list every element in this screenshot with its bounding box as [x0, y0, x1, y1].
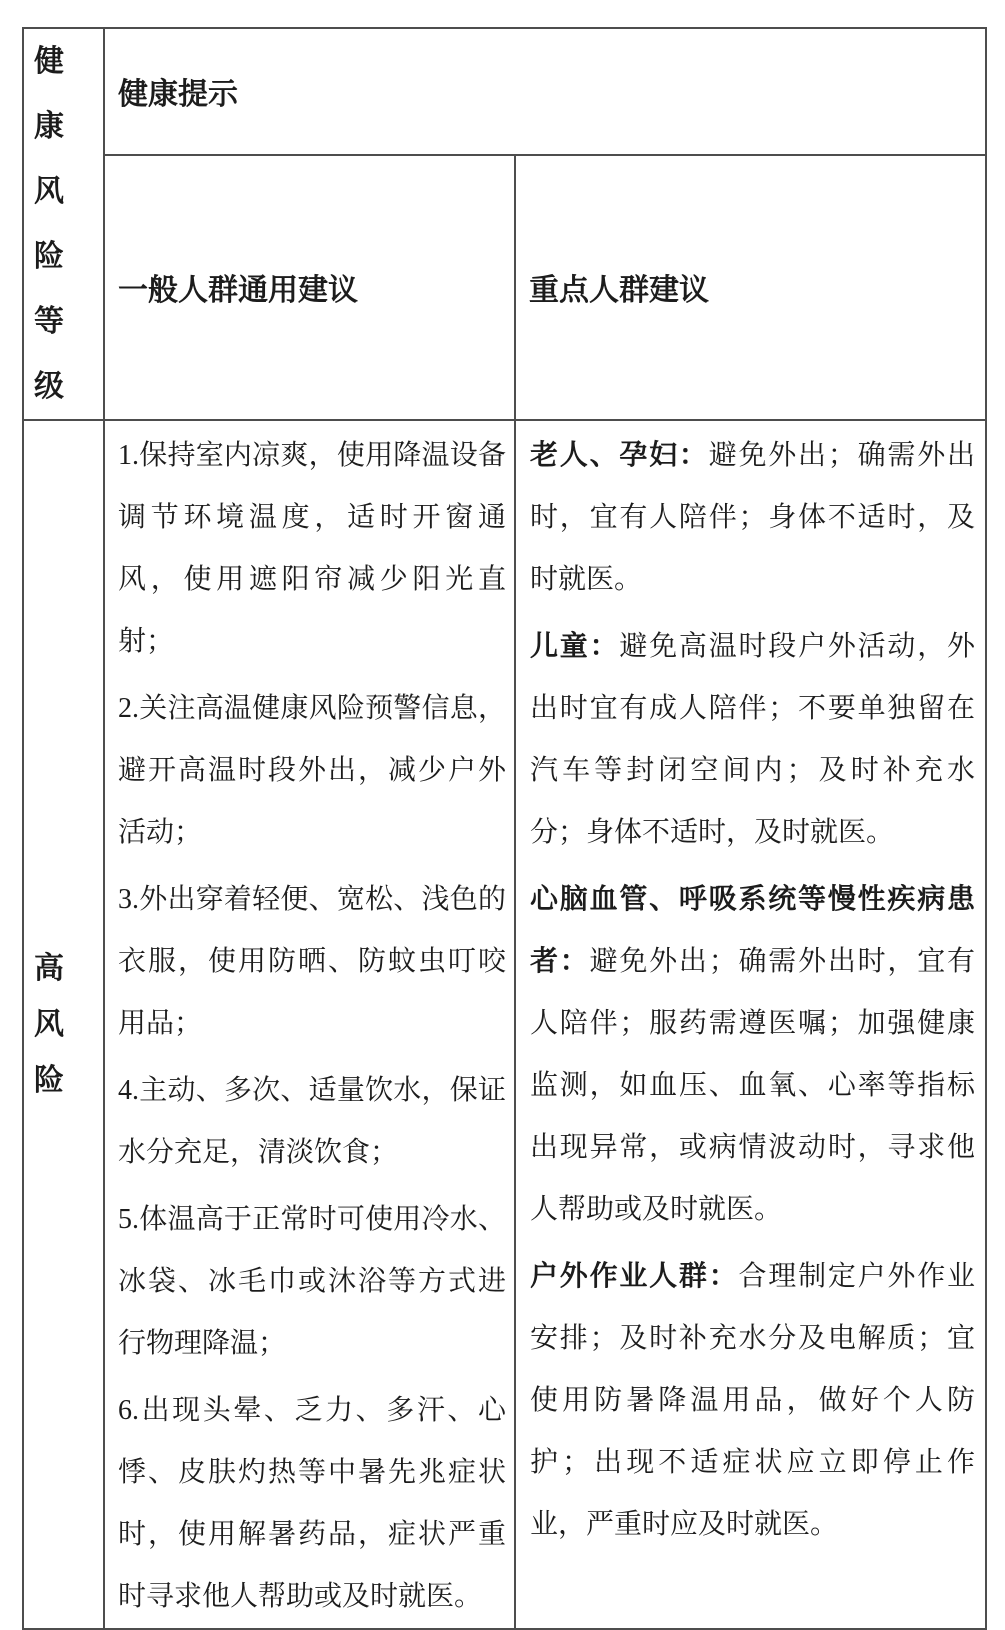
key-population-advice-item: 儿童：避免高温时段户外活动，外出时宜有成人陪伴；不要单独留在汽车等封闭空间内；及时补充水分；身体不适时，及时就医。 [530, 631, 975, 848]
population-group-lead: 老人、孕妇： [530, 440, 709, 471]
key-population-advice-item: 心脑血管、呼吸系统等慢性疾病患者：避免外出；确需外出时，宜有人陪伴；服药需遵医嘱；加强健康监测，如血压、血氧、心率等指标出现异常，或病情波动时，寻求他人帮助或及时就医。 [530, 884, 975, 1225]
risk-level-header-cell [23, 28, 104, 420]
key-population-header-label: 重点人群建议 [529, 274, 709, 308]
key-population-header-cell [515, 155, 986, 420]
general-population-header-cell [104, 155, 515, 420]
population-group-lead: 心脑血管、呼吸系统等慢性疾病患者： [530, 884, 975, 977]
high-risk-row [23, 420, 986, 1629]
key-population-advice-item: 户外作业人群：合理制定户外作业安排；及时补充水分及电解质；宜使用防暑降温用品，做好个人防护；出现不适症状应立即停止作业，严重时应及时就医。 [530, 1261, 975, 1540]
general-advice-item: 3.外出穿着轻便、宽松、浅色的衣服，使用防晒、防蚊虫叮咬用品； [118, 884, 506, 1039]
general-advice-item: 2.关注高温健康风险预警信息，避开高温时段外出，减少户外活动； [118, 693, 506, 848]
risk-level-value-cell [23, 420, 104, 1629]
header-row-2 [23, 155, 986, 420]
population-group-lead: 儿童： [530, 631, 620, 662]
population-group-lead: 户外作业人群： [530, 1261, 739, 1292]
health-risk-advisory-table [22, 27, 987, 1630]
key-population-advice-item: 老人、孕妇：避免外出；确需外出时，宜有人陪伴；身体不适时，及时就医。 [530, 440, 975, 595]
tips-header-cell [104, 28, 986, 155]
general-advice-item: 5.体温高于正常时可使用冷水、冰袋、冰毛巾或沐浴等方式进行物理降温； [118, 1204, 506, 1359]
general-population-header-label: 一般人群通用建议 [118, 274, 358, 308]
general-advice-cell [104, 420, 515, 1629]
general-advice-item: 1.保持室内凉爽，使用降温设备调节环境温度，适时开窗通风，使用遮阳帘减少阳光直射； [118, 440, 506, 657]
risk-level-value: 高风险 [34, 951, 64, 1097]
general-advice-item: 6.出现头晕、乏力、多汗、心悸、皮肤灼热等中暑先兆症状时，使用解暑药品，症状严重时寻求他人帮助或及时就医。 [118, 1395, 506, 1612]
tips-header-label: 健康提示 [118, 78, 238, 112]
risk-level-header-label: 健康风险等级 [34, 45, 64, 403]
general-advice-item: 4.主动、多次、适量饮水，保证水分充足，清淡饮食； [118, 1075, 506, 1168]
header-row-1 [23, 28, 986, 155]
key-population-advice-cell [515, 420, 986, 1629]
